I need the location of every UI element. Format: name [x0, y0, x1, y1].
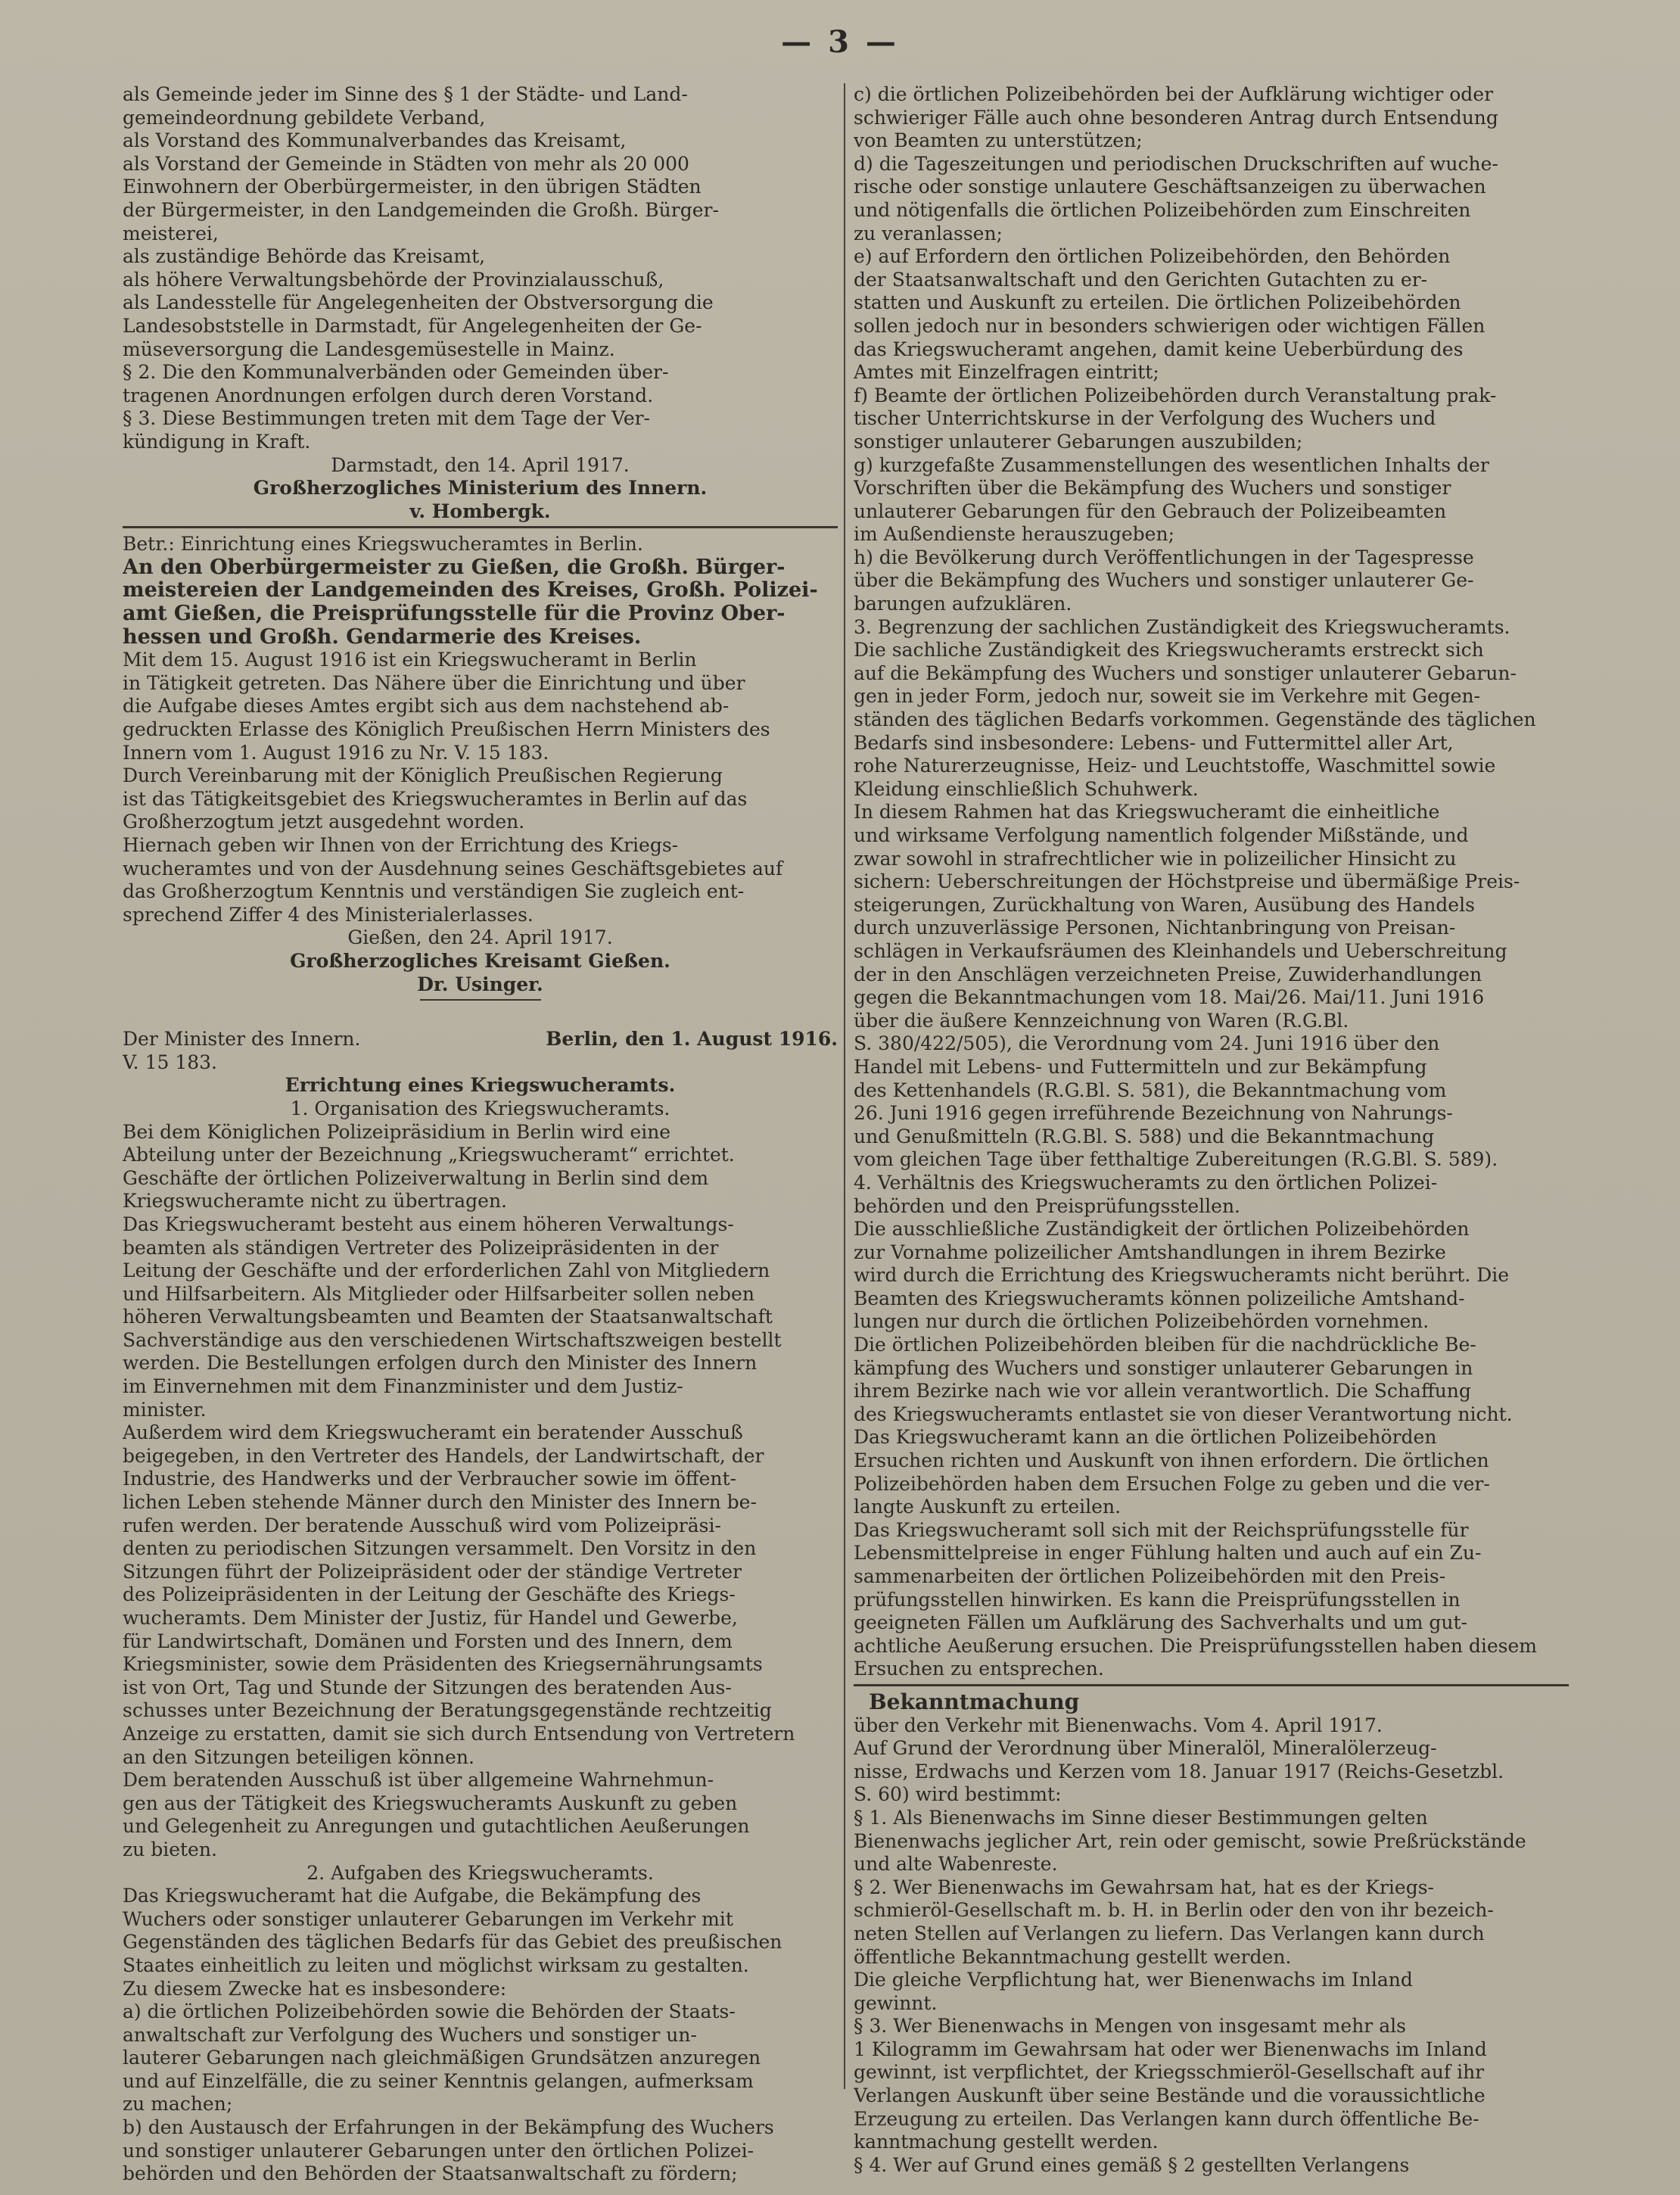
text-line: des Kriegswucheramts entlastet sie von dieser Verantwortung nicht. — [854, 1403, 1513, 1425]
text-line: gedruckten Erlasse des Königlich Preußischen Herrn Ministers des — [123, 718, 770, 741]
text-line: lauterer Gebarungen nach gleichmäßigen Grundsätzen anzuregen — [123, 2047, 761, 2069]
text-line: sichern: Ueberschreitungen der Höchstpreise und übermäßige Preis- — [854, 870, 1520, 893]
right-column — [854, 83, 1569, 2177]
text-line: Bienenwachs jeglicher Art, rein oder gemischt, sowie Preßrückstände — [854, 1829, 1526, 1852]
text-line: vom gleichen Tage über fetthaltige Zubereitungen (R.G.Bl. S. 589). — [854, 1148, 1498, 1171]
text-line: an den Sitzungen beteiligen können. — [123, 1745, 474, 1768]
text-line: minister. — [123, 1398, 207, 1421]
text-line: tischer Unterrichtskurse in der Verfolgung des Wuchers und — [854, 407, 1436, 430]
text-line: kanntmachung gestellt werden. — [854, 2131, 1159, 2153]
text-line: Leitung der Geschäfte und der erforderlichen Zahl von Mitgliedern — [123, 1259, 770, 1282]
text-line: steigerungen, Zurückhaltung von Waren, Ausübung des Handels — [854, 893, 1475, 916]
text-line: gewinnt. — [854, 1991, 938, 2014]
text-line: in Tätigkeit getreten. Das Nähere über die Einrichtung und über — [123, 671, 745, 694]
text-line: f) Beamte der örtlichen Polizeibehörden durch Veranstaltung prak- — [854, 384, 1497, 406]
section4-block — [854, 1218, 1569, 1681]
text-line: 26. Juni 1916 gegen irreführende Bezeichnung von Nahrungs- — [854, 1102, 1453, 1125]
text-line: sollen jedoch nur in besonders schwierigen oder wichtigen Fällen — [854, 314, 1486, 337]
text-line: § 3. Diese Bestimmungen treten mit dem Tage der Ver- — [123, 407, 651, 430]
text-line: gewinnt, ist verpflichtet, der Kriegsschmieröl-Gesellschaft auf ihr — [854, 2061, 1485, 2084]
text-line: nisse, Erdwachs und Kerzen vom 18. Januar 1917 (Reichs-Gesetzbl. — [854, 1760, 1504, 1782]
text-line: die Aufgabe dieses Amtes ergibt sich aus dem nachstehend ab- — [123, 695, 730, 718]
text-line: gegen die Bekanntmachungen vom 18. Mai/26. Mai/11. Juni 1916 — [854, 986, 1485, 1009]
text-line: müseversorgung die Landesgemüsestelle in Mainz. — [123, 338, 615, 360]
left-column — [123, 83, 838, 2186]
text-line: von Beamten zu unterstützen; — [854, 129, 1143, 152]
text-line: 1 Kilogramm im Gewahrsam hat oder wer Bienenwachs im Inland — [854, 2038, 1487, 2060]
text-line: Dem beratenden Ausschuß ist über allgemeine Wahrnehmun- — [123, 1769, 714, 1792]
text-line: auf die Bekämpfung des Wuchers und sonstiger unlauterer Gebarun- — [854, 662, 1517, 684]
section3-title: 3. Begrenzung der sachlichen Zuständigkeit des Kriegswucheramts. — [854, 615, 1510, 638]
kreisamt-signature: Großherzogliches Kreisamt Gießen. — [290, 949, 670, 972]
minister-place-date: Berlin, den 1. August 1916. — [546, 1028, 838, 1051]
text-line: unlauterer Gebarungen für den Gebrauch der Polizeibeamten — [854, 500, 1447, 522]
text-line: langte Auskunft zu erteilen. — [854, 1496, 1122, 1518]
text-line: behörden und den Behörden der Staatsanwaltschaft zu fördern; — [123, 2162, 738, 2185]
text-line: und wirksame Verfolgung namentlich folgender Mißstände, und — [854, 824, 1469, 846]
text-line: Auf Grund der Verordnung über Mineralöl, Mineralölerzeug- — [854, 1737, 1437, 1760]
bk-paragraphs-block — [854, 1807, 1569, 2178]
text-line: wucheramts. Dem Minister der Justiz, für Handel und Gewerbe, — [123, 1607, 738, 1629]
text-line: 4. Verhältnis des Kriegswucheramts zu den örtlichen Polizei- — [854, 1171, 1438, 1194]
text-line: Lebensmittelpreise in enger Fühlung halten und auch auf ein Zu- — [854, 1542, 1482, 1565]
text-line: schusses unter Bezeichnung der Beratungsgegenstände rechtzeitig — [123, 1699, 772, 1722]
text-line: b) den Austausch der Erfahrungen in der Bekämpfung des Wuchers — [123, 2116, 774, 2139]
text-line: Vorschriften über die Bekämpfung des Wuchers und sonstiger — [854, 477, 1451, 500]
bk-rule — [854, 1684, 1569, 1686]
short-rule — [420, 999, 541, 1001]
text-line: und Gelegenheit zu Anregungen und gutachtlichen Aeußerungen — [123, 1815, 750, 1838]
text-line: amt Gießen, die Preisprüfungsstelle für die Provinz Ober- — [123, 602, 786, 626]
betr-line: Betr.: Einrichtung eines Kriegswucheramtes in Berlin. — [123, 533, 643, 556]
text-line: über den Verkehr mit Bienenwachs. Vom 4. April 1917. — [854, 1714, 1383, 1736]
text-line: gemeindeordnung gebildete Verband, — [123, 106, 486, 129]
text-line: Außerdem wird dem Kriegswucheramt ein beratender Ausschuß — [123, 1421, 743, 1444]
text-line: Landesobststelle in Darmstadt, für Angelegenheiten der Ge- — [123, 314, 702, 337]
text-line: schwieriger Fälle auch ohne besonderen Antrag durch Entsendung — [854, 106, 1498, 129]
section1-block — [123, 1121, 838, 1862]
text-line: öffentliche Bekanntmachung gestellt werden. — [854, 1945, 1292, 1968]
text-line: achtliche Aeußerung ersuchen. Die Preisprüfungsstellen haben diesem — [854, 1634, 1538, 1657]
text-line: Kriegsminister, sowie dem Präsidenten des Kriegsernährungsamts — [123, 1653, 763, 1676]
minister-from: Der Minister des Innern. — [123, 1028, 361, 1051]
text-line: S. 380/422/505), die Verordnung vom 24. Juni 1916 über den — [854, 1032, 1440, 1055]
text-line: § 2. Wer Bienenwachs im Gewahrsam hat, hat es der Kriegs- — [854, 1876, 1435, 1898]
text-line: der in den Anschlägen verzeichneten Preise, Zuwiderhandlungen — [854, 963, 1482, 985]
text-line: An den Oberbürgermeister zu Gießen, die Großh. Bürger- — [123, 556, 786, 579]
text-line: als Gemeinde jeder im Sinne des § 1 der Städte- und Land- — [123, 83, 688, 105]
text-line: Handel mit Lebens- und Futtermitteln und zur Bekämpfung — [854, 1055, 1427, 1078]
text-line: zu veranlassen; — [854, 222, 1003, 244]
text-line: In diesem Rahmen hat das Kriegswucheramt die einheitliche — [854, 801, 1440, 824]
text-line: und alte Wabenreste. — [854, 1853, 1058, 1876]
text-line: Beamten des Kriegswucheramts können polizeiliche Amtshand- — [854, 1287, 1465, 1309]
text-line: Mit dem 15. August 1916 ist ein Kriegswucheramt in Berlin — [123, 649, 697, 671]
text-line: c) die örtlichen Polizeibehörden bei der Aufklärung wichtiger oder — [854, 83, 1494, 105]
text-line: rohe Naturerzeugnisse, Heiz- und Leuchtstoffe, Waschmittel sowie — [854, 755, 1496, 777]
text-line: das Großherzogtum Kenntnis und verständigen Sie zugleich ent- — [123, 880, 745, 903]
text-line: Das Kriegswucheramt hat die Aufgabe, die Bekämpfung des — [123, 1885, 702, 1907]
text-line: Ersuchen richten und Auskunft von ihnen erfordern. Die örtlichen — [854, 1449, 1489, 1472]
text-line: ständen des täglichen Bedarfs vorkommen. Gegenstände des täglichen — [854, 708, 1536, 731]
intro-block — [123, 83, 838, 454]
text-line: g) kurzgefaßte Zusammenstellungen des wesentlichen Inhalts der — [854, 453, 1489, 476]
text-line: über die Bekämpfung des Wuchers und sonstiger unlauterer Ge- — [854, 569, 1474, 592]
text-line: kämpfung des Wuchers und sonstiger unlauterer Gebarungen in — [854, 1356, 1473, 1379]
text-line: Staates einheitlich zu leiten und möglichst wirksam zu gestalten. — [123, 1954, 749, 1976]
text-line: Großherzogtum jetzt ausgedehnt worden. — [123, 811, 525, 833]
text-line: als Vorstand des Kommunalverbandes das Kreisamt, — [123, 129, 627, 152]
section1-title: 1. Organisation des Kriegswucheramts. — [290, 1097, 670, 1119]
text-line: ist von Ort, Tag und Stunde der Sitzungen des beratenden Aus- — [123, 1676, 732, 1698]
text-line: S. 60) wird bestimmt: — [854, 1783, 1062, 1806]
decree-header — [123, 1028, 838, 1051]
text-line: sammenarbeiten der örtlichen Polizeibehörden mit den Preis- — [854, 1565, 1446, 1587]
text-line: Ersuchen zu entsprechen. — [854, 1658, 1104, 1680]
text-line: zur Vornahme polizeilicher Amtshandlungen in ihrem Bezirke — [854, 1241, 1446, 1263]
text-line: Polizeibehörden haben dem Ersuchen Folge zu geben und die ver- — [854, 1472, 1490, 1495]
text-line: Bedarfs sind insbesondere: Lebens- und Futtermittel aller Art, — [854, 731, 1454, 754]
text-line: werden. Die Bestellungen erfolgen durch den Minister des Innern — [123, 1352, 758, 1375]
text-line: zu machen; — [123, 2093, 233, 2116]
text-line: Das Kriegswucheramt kann an die örtlichen Polizeibehörden — [854, 1426, 1437, 1449]
text-line: Anzeige zu erstatten, damit sie sich durch Entsendung von Vertretern — [123, 1722, 795, 1745]
text-line: sonstiger unlauterer Gebarungen auszubilden; — [854, 430, 1303, 453]
text-line: zu bieten. — [123, 1838, 217, 1860]
text-line: ihrem Bezirke nach wie vor allein verantwortlich. Die Schaffung — [854, 1380, 1471, 1403]
text-line: als Vorstand der Gemeinde in Städten von mehr als 20 000 — [123, 152, 689, 175]
text-line: beigegeben, in den Vertreter des Handels, der Landwirtschaft, der — [123, 1444, 764, 1467]
text-line: a) die örtlichen Polizeibehörden sowie die Behörden der Staats- — [123, 2000, 736, 2023]
text-line: Erzeugung zu erteilen. Das Verlangen kann durch öffentliche Be- — [854, 2107, 1479, 2130]
text-line: lungen nur durch die örtlichen Polizeibehörden vornehmen. — [854, 1310, 1430, 1333]
text-line: im Außendienste herauszugeben; — [854, 523, 1174, 546]
text-line: schmieröl-Gesellschaft m. b. H. in Berlin oder den von ihr bezeich- — [854, 1899, 1494, 1922]
text-line: und auf Einzelfälle, die zu seiner Kenntnis gelangen, aufmerksam — [123, 2069, 754, 2092]
text-line: prüfungsstellen hinwirken. Es kann die Preisprüfungsstellen in — [854, 1588, 1461, 1611]
text-line: schlägen in Verkaufsräumen des Kleinhandels und Ueberschreitung — [854, 939, 1507, 962]
section2-block — [123, 1885, 838, 2186]
text-line: rufen werden. Der beratende Ausschuß wird vom Polizeipräsi- — [123, 1514, 721, 1536]
text-line: durch unzuverlässige Personen, Nichtanbringung von Preisan- — [854, 917, 1456, 939]
decree-title: Errichtung eines Kriegswucheramts. — [285, 1074, 676, 1097]
section3-block — [854, 639, 1569, 1172]
text-line: Wuchers oder sonstiger unlauterer Gebarungen im Verkehr mit — [123, 1907, 733, 1930]
text-line: meisterei, — [123, 222, 219, 244]
signer-hombergk: v. Hombergk. — [409, 500, 551, 522]
text-line: Zu diesem Zwecke hat es insbesondere: — [123, 1977, 507, 2000]
text-line: Die gleiche Verpflichtung hat, wer Bienenwachs im Inland — [854, 1969, 1413, 1991]
text-line: der Staatsanwaltschaft und den Gerichten Gutachten zu er- — [854, 268, 1428, 291]
text-line: barungen aufzuklären. — [854, 593, 1072, 615]
text-line: für Landwirtschaft, Domänen und Forsten und des Innern, dem — [123, 1630, 733, 1652]
text-line: neten Stellen auf Verlangen zu liefern. Das Verlangen kann durch — [854, 1922, 1485, 1944]
address-block — [123, 556, 838, 649]
tasks-block — [854, 83, 1569, 616]
text-line: Kriegswucheramte nicht zu übertragen. — [123, 1190, 508, 1213]
text-line: h) die Bevölkerung durch Veröffentlichungen in der Tagespresse — [854, 546, 1474, 568]
text-line: als Landesstelle für Angelegenheiten der Obstversorgung die — [123, 291, 714, 314]
ministry-signature: Großherzogliches Ministerium des Innern. — [253, 477, 708, 500]
text-line: Abteilung unter der Bezeichnung „Kriegswucheramt“ errichtet. — [123, 1144, 735, 1166]
text-line: behörden und den Preisprüfungsstellen. — [854, 1194, 1240, 1217]
section4-title — [854, 1172, 1569, 1218]
text-line: meistereien der Landgemeinden des Kreises, Großh. Polizei- — [123, 579, 818, 602]
text-line: und Hilfsarbeitern. Als Mitglieder oder Hilfsarbeiter sollen neben — [123, 1282, 754, 1305]
section-rule — [123, 526, 838, 528]
minister-ref: V. 15 183. — [123, 1051, 217, 1073]
text-line: als höhere Verwaltungsbehörde der Provinzialausschuß, — [123, 268, 664, 291]
text-line: geeigneten Fällen um Aufklärung des Sachverhalts und um gut- — [854, 1611, 1467, 1634]
text-line: Durch Vereinbarung mit der Königlich Preußischen Regierung — [123, 764, 723, 787]
text-line: § 1. Als Bienenwachs im Sinne dieser Bestimmungen gelten — [854, 1806, 1428, 1829]
text-line: Bei dem Königlichen Polizeipräsidium in Berlin wird eine — [123, 1120, 671, 1143]
text-line: im Einvernehmen mit dem Finanzminister und dem Justiz- — [123, 1375, 683, 1398]
text-line: gen aus der Tätigkeit des Kriegswucheramts Auskunft zu geben — [123, 1792, 738, 1814]
notice-block — [123, 649, 838, 926]
text-line: als zuständige Behörde das Kreisamt, — [123, 245, 486, 268]
text-line: Die sachliche Zuständigkeit des Kriegswucheramts erstreckt sich — [854, 639, 1484, 662]
text-line: d) die Tageszeitungen und periodischen Druckschriften auf wuche- — [854, 152, 1498, 175]
text-line: über die äußere Kennzeichnung von Waren (R.G.Bl. — [854, 1009, 1349, 1032]
text-line: anwaltschaft zur Verfolgung des Wuchers und sonstiger un- — [123, 2023, 697, 2046]
text-line: ist das Tätigkeitsgebiet des Kriegswucheramtes in Berlin auf das — [123, 787, 748, 810]
text-line: des Polizeipräsidenten in der Leitung der Geschäfte des Kriegs- — [123, 1583, 736, 1606]
text-line: denten zu periodischen Sitzungen versammelt. Den Vorsitz in den — [123, 1537, 757, 1560]
place-date-darmstadt: Darmstadt, den 14. April 1917. — [331, 453, 630, 476]
text-line: Verlangen Auskunft über seine Bestände und die voraussichtliche — [854, 2084, 1486, 2107]
text-line: Geschäfte der örtlichen Polizeiverwaltung in Berlin sind dem — [123, 1166, 709, 1189]
text-line: höheren Verwaltungsbeamten und Beamten der Staatsanwaltschaft — [123, 1306, 773, 1328]
page-number: — 3 — — [781, 24, 899, 60]
text-line: § 3. Wer Bienenwachs in Mengen von insgesamt mehr als — [854, 2015, 1406, 2038]
text-line: das Kriegswucheramt angehen, damit keine Ueberbürdung des — [854, 338, 1464, 360]
text-line: Die örtlichen Polizeibehörden bleiben für die nachdrückliche Be- — [854, 1334, 1476, 1356]
text-line: und Genußmitteln (R.G.Bl. S. 588) und die Bekanntmachung — [854, 1125, 1435, 1147]
text-line: Einwohnern der Oberbürgermeister, in den übrigen Städten — [123, 176, 702, 198]
text-line: Amtes mit Einzelfragen eintritt; — [854, 361, 1159, 384]
text-line: wucheramtes und von der Ausdehnung seines Geschäftsgebietes auf — [123, 857, 783, 880]
text-line: und nötigenfalls die örtlichen Polizeibehörden zum Einschreiten — [854, 198, 1471, 221]
text-line: Das Kriegswucheramt soll sich mit der Reichsprüfungsstelle für — [854, 1518, 1469, 1541]
text-line: der Bürgermeister, in den Landgemeinden die Großh. Bürger- — [123, 198, 719, 221]
signer-usinger: Dr. Usinger. — [417, 973, 543, 995]
text-line: sprechend Ziffer 4 des Ministerialerlasses. — [123, 903, 534, 926]
text-line: rische oder sonstige unlautere Geschäftsanzeigen zu überwachen — [854, 176, 1486, 198]
text-line: statten und Auskunft zu erteilen. Die örtlichen Polizeibehörden — [854, 291, 1461, 314]
text-line: kündigung in Kraft. — [123, 430, 311, 453]
bekanntmachung-heading: Bekanntmachung — [869, 1690, 1080, 1714]
text-line: hessen und Großh. Gendarmerie des Kreises. — [123, 625, 642, 649]
text-line: e) auf Erfordern den örtlichen Polizeibehörden, den Behörden — [854, 245, 1451, 268]
section2-title: 2. Aufgaben des Kriegswucheramts. — [306, 1861, 654, 1884]
text-line: § 2. Die den Kommunalverbänden oder Gemeinden über- — [123, 361, 669, 384]
text-line: Gegenständen des täglichen Bedarfs für das Gebiet des preußischen — [123, 1931, 782, 1954]
text-line: Hiernach geben wir Ihnen von der Errichtung des Kriegs- — [123, 834, 679, 856]
text-line: wird durch die Errichtung des Kriegswucheramts nicht berührt. Die — [854, 1264, 1510, 1287]
text-line: Industrie, des Handwerks und der Verbraucher sowie im öffent- — [123, 1468, 737, 1490]
text-line: Sachverständige aus den verschiedenen Wirtschaftszweigen bestellt — [123, 1328, 782, 1351]
text-line: zwar sowohl in strafrechtlicher wie in polizeilicher Hinsicht zu — [854, 847, 1457, 870]
text-line: gen in jeder Form, jedoch nur, soweit sie im Verkehre mit Gegen- — [854, 685, 1480, 708]
text-line: Sitzungen führt der Polizeipräsident oder der ständige Vertreter — [123, 1560, 742, 1583]
text-line: Innern vom 1. August 1916 zu Nr. V. 15 183. — [123, 741, 549, 764]
bk-subtitle-block — [854, 1714, 1569, 1807]
text-line: § 4. Wer auf Grund eines gemäß § 2 gestellten Verlangens — [854, 2153, 1410, 2176]
text-line: Die ausschließliche Zuständigkeit der örtlichen Polizeibehörden — [854, 1218, 1470, 1241]
column-divider — [844, 83, 845, 2089]
text-line: beamten als ständigen Vertreter des Polizeipräsidenten in der — [123, 1236, 719, 1259]
text-line: Das Kriegswucheramt besteht aus einem höheren Verwaltungs- — [123, 1213, 734, 1235]
place-date-giessen: Gießen, den 24. April 1917. — [347, 926, 613, 949]
text-line: und sonstiger unlauterer Gebarungen unter den örtlichen Polizei- — [123, 2139, 754, 2162]
text-line: des Kettenhandels (R.G.Bl. S. 581), die Bekanntmachung vom — [854, 1079, 1447, 1101]
text-line: lichen Leben stehende Männer durch den Minister des Innern be- — [123, 1491, 757, 1514]
text-line: Kleidung einschließlich Schuhwerk. — [854, 777, 1199, 800]
text-line: tragenen Anordnungen erfolgen durch deren Vorstand. — [123, 384, 654, 406]
